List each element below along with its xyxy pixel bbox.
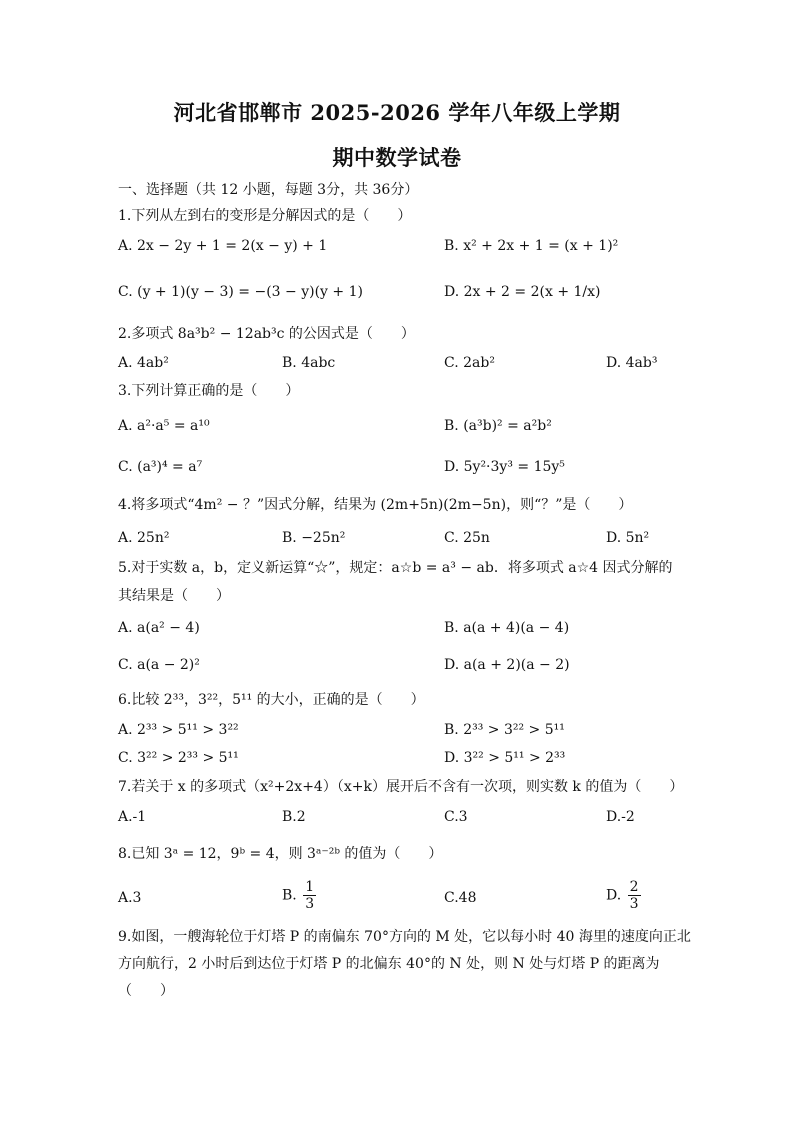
question-6-stem: 6.比较 2³³，3²²，5¹¹ 的大小，正确的是（ ） <box>118 692 425 708</box>
section-heading: 一、选择题（共 12 小题，每题 3分，共 36分） <box>118 182 419 198</box>
question-2-stem: 2.多项式 8a³b² − 12ab³c 的公因式是（ ） <box>118 326 415 342</box>
question-6-option-a: A. 2³³ > 5¹¹ > 3²² <box>118 722 239 738</box>
question-7-stem: 7.若关于 x 的多项式（x²+2x+4）（x+k）展开后不含有一次项，则实数 k 的值为（ ） <box>118 779 684 795</box>
question-6-option-d: D. 3²² > 5¹¹ > 2³³ <box>444 750 566 766</box>
question-7-option-c: C.3 <box>444 809 468 825</box>
question-1-option-a: A. 2x − 2y + 1 = 2(x − y) + 1 <box>118 238 328 254</box>
question-2-option-d: D. 4ab³ <box>606 355 658 371</box>
question-3-option-c: C. (a³)⁴ = a⁷ <box>118 459 203 475</box>
question-4-option-a: A. 25n² <box>118 530 170 546</box>
question-8-option-d-fraction <box>628 879 641 912</box>
question-8-option-d <box>606 879 641 912</box>
exam-title-line1: 河北省邯郸市 2025-2026 学年八年级上学期 <box>173 100 621 125</box>
question-3-stem: 3.下列计算正确的是（ ） <box>118 383 300 399</box>
fraction-numerator: 2 <box>629 879 639 895</box>
question-2-option-a: A. 4ab² <box>118 355 169 371</box>
question-1-option-c: C. (y + 1)(y − 3) = −(3 − y)(y + 1) <box>118 284 363 300</box>
question-4-option-d: D. 5n² <box>606 530 650 546</box>
question-4-stem: 4.将多项式“4m² − ？”因式分解，结果为 (2m+5n)(2m−5n)，则“？”是（ ） <box>118 497 633 513</box>
fraction-numerator: 1 <box>305 879 315 895</box>
question-6-option-c: C. 3²² > 2³³ > 5¹¹ <box>118 750 239 766</box>
question-5-stem-line1: 5.对于实数 a，b，定义新运算“☆”，规定：a☆b = a³ − ab．将多项式 a☆4 因式分解的 <box>118 560 673 576</box>
question-8-option-c: C.48 <box>444 890 477 906</box>
question-5-option-d: D. a(a + 2)(a − 2) <box>444 657 570 673</box>
question-3-option-d: D. 5y²·3y³ = 15y⁵ <box>444 459 565 475</box>
fraction-denominator: 3 <box>629 896 639 912</box>
question-4-option-b: B. −25n² <box>282 530 346 546</box>
question-8-option-d-label: D. <box>606 887 622 904</box>
question-5-option-c: C. a(a − 2)² <box>118 657 200 673</box>
question-8-option-a: A.3 <box>118 890 142 906</box>
question-4-option-c: C. 25n <box>444 530 490 546</box>
question-7-option-a: A.-1 <box>118 809 147 825</box>
question-9-stem-line2: 方向航行，2 小时后到达位于灯塔 P 的北偏东 40°的 N 处，则 N 处与灯塔 P 的距离为 <box>118 956 660 972</box>
fraction-denominator: 3 <box>305 896 315 912</box>
question-1-stem: 1.下列从左到右的变形是分解因式的是（ ） <box>118 208 412 224</box>
question-8-stem: 8.已知 3ᵃ = 12，9ᵇ = 4，则 3ᵃ⁻²ᵇ 的值为（ ） <box>118 846 443 862</box>
question-9-stem-line1: 9.如图，一艘海轮位于灯塔 P 的南偏东 70°方向的 M 处，它以每小时 40 海里的速度向正北 <box>118 929 691 945</box>
question-8-option-b-label: B. <box>282 887 297 904</box>
question-1-option-d: D. 2x + 2 = 2(x + 1/x) <box>444 284 601 300</box>
question-3-option-b: B. (a³b)² = a²b² <box>444 418 552 434</box>
question-5-option-b: B. a(a + 4)(a − 4) <box>444 620 570 636</box>
question-5-stem-line2: 其结果是（ ） <box>118 588 230 604</box>
exam-title-line2: 期中数学试卷 <box>332 145 462 170</box>
question-2-option-c: C. 2ab² <box>444 355 495 371</box>
question-5-option-a: A. a(a² − 4) <box>118 620 200 636</box>
question-7-option-d: D.-2 <box>606 809 635 825</box>
question-1-option-b: B. x² + 2x + 1 = (x + 1)² <box>444 238 619 254</box>
question-9-stem-line3: （ ） <box>118 983 174 999</box>
question-8-option-b-fraction <box>303 879 316 912</box>
question-3-option-a: A. a²·a⁵ = a¹⁰ <box>118 418 210 434</box>
question-8-option-b <box>282 879 316 912</box>
question-6-option-b: B. 2³³ > 3²² > 5¹¹ <box>444 722 565 738</box>
question-2-option-b: B. 4abc <box>282 355 336 371</box>
question-7-option-b: B.2 <box>282 809 306 825</box>
